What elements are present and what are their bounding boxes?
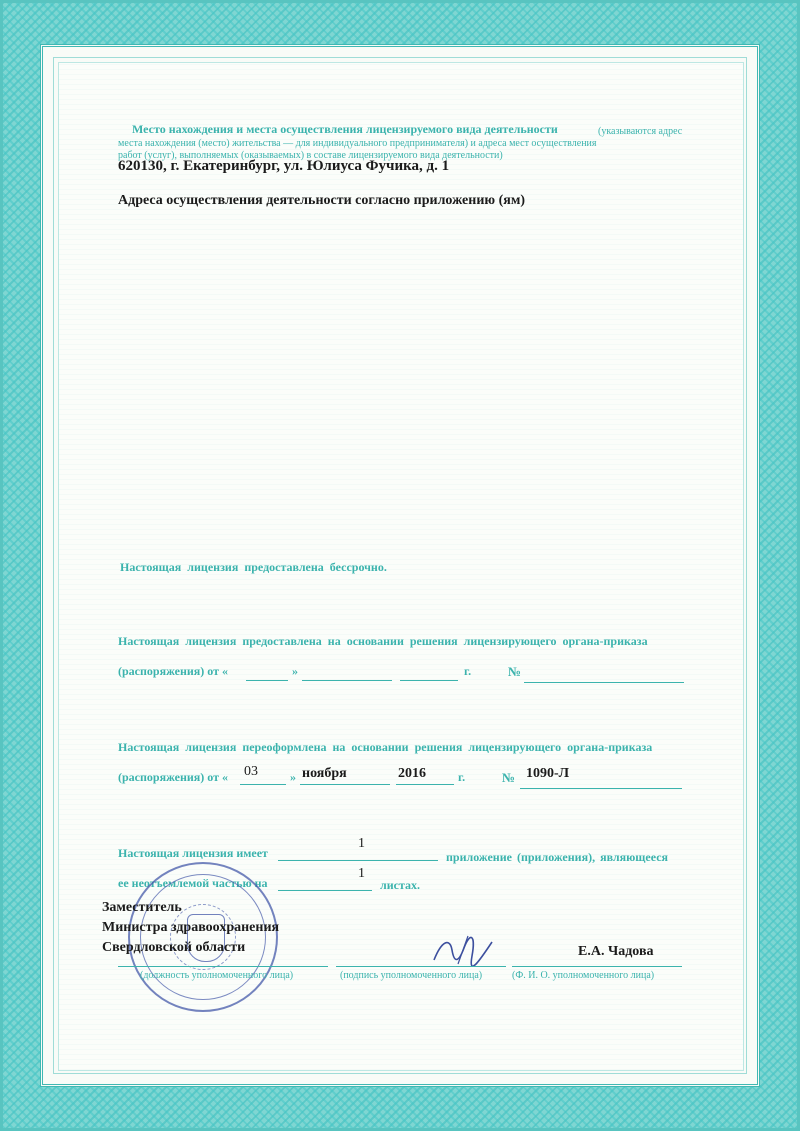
location-heading-note-2: места нахождения (место) жительства — для индивидуального предпринимателя) и адреса мест осуществления xyxy=(118,138,597,149)
appendix-sheets: 1 xyxy=(358,866,365,881)
license-address: 620130, г. Екатеринбург, ул. Юлиуса Фучика, д. 1 xyxy=(118,158,450,174)
addresses-per-appendix: Адреса осуществления деятельности согласно приложению (ям) xyxy=(118,193,526,208)
granted-basis-line1: Настоящая лицензия предоставлена на основании решения лицензирующего органа-приказа xyxy=(118,634,648,648)
appendix-line2-suffix: листах. xyxy=(380,878,421,892)
signature-line xyxy=(336,966,506,967)
appendix-line2-prefix: ее неотъемлемой частью на xyxy=(118,876,268,890)
signatory-position-line2: Министра здравоохранения xyxy=(102,920,280,935)
license-term: Настоящая лицензия предоставлена бессрочно. xyxy=(120,560,387,574)
granted-month-blank xyxy=(302,680,392,681)
reissued-day-line xyxy=(240,784,286,785)
granted-date-prefix: (распоряжения) от « xyxy=(118,664,228,678)
reissued-number-line xyxy=(520,788,682,789)
appendix-line1-suffix: приложение (приложения), являющееся xyxy=(446,850,669,864)
reissued-year-suffix: г. xyxy=(458,770,466,784)
reissued-number-prefix: № xyxy=(502,770,516,785)
signature-scribble xyxy=(428,930,498,970)
appendix-sheets-line xyxy=(278,890,372,891)
reissued-quote-close: » xyxy=(290,770,296,784)
location-heading-note-1: (указываются адрес xyxy=(598,126,683,137)
caption-name: (Ф. И. О. уполномоченного лица) xyxy=(512,970,655,981)
reissued-year-line xyxy=(396,784,454,785)
reissued-month-line xyxy=(300,784,390,785)
name-line xyxy=(512,966,682,967)
reissued-number: 1090-Л xyxy=(526,766,570,781)
reissued-day: 03 xyxy=(244,764,258,779)
reissued-date-prefix: (распоряжения) от « xyxy=(118,770,228,784)
reissued-month: ноября xyxy=(302,766,347,781)
location-heading-note-3: работ (услуг), выполняемых (оказываемых) в составе лицензируемого вида деятельности) xyxy=(118,150,503,161)
granted-year-suffix: г. xyxy=(464,664,472,678)
appendix-count-line xyxy=(278,860,438,861)
signatory-name: Е.А. Чадова xyxy=(578,944,654,959)
location-heading: Место нахождения и места осуществления лицензируемого вида деятельности xyxy=(132,122,558,136)
granted-quote-close: » xyxy=(292,664,298,678)
reissued-basis-line1: Настоящая лицензия переоформлена на основании решения лицензирующего органа-приказа xyxy=(118,740,653,754)
caption-signature: (подпись уполномоченного лица) xyxy=(340,970,483,981)
granted-number-prefix: № xyxy=(508,664,522,679)
appendix-line1-prefix: Настоящая лицензия имеет xyxy=(118,846,268,860)
granted-number-blank xyxy=(524,682,684,683)
granted-day-blank xyxy=(246,680,288,681)
reissued-year: 2016 xyxy=(398,766,426,781)
signatory-position-line3: Свердловской области xyxy=(102,940,246,955)
granted-year-blank xyxy=(400,680,458,681)
signatory-position-line1: Заместитель xyxy=(102,900,182,915)
position-line xyxy=(118,966,328,967)
official-seal xyxy=(128,862,278,1012)
caption-position: (должность уполномоченного лица) xyxy=(140,970,294,981)
appendix-count: 1 xyxy=(358,836,365,851)
